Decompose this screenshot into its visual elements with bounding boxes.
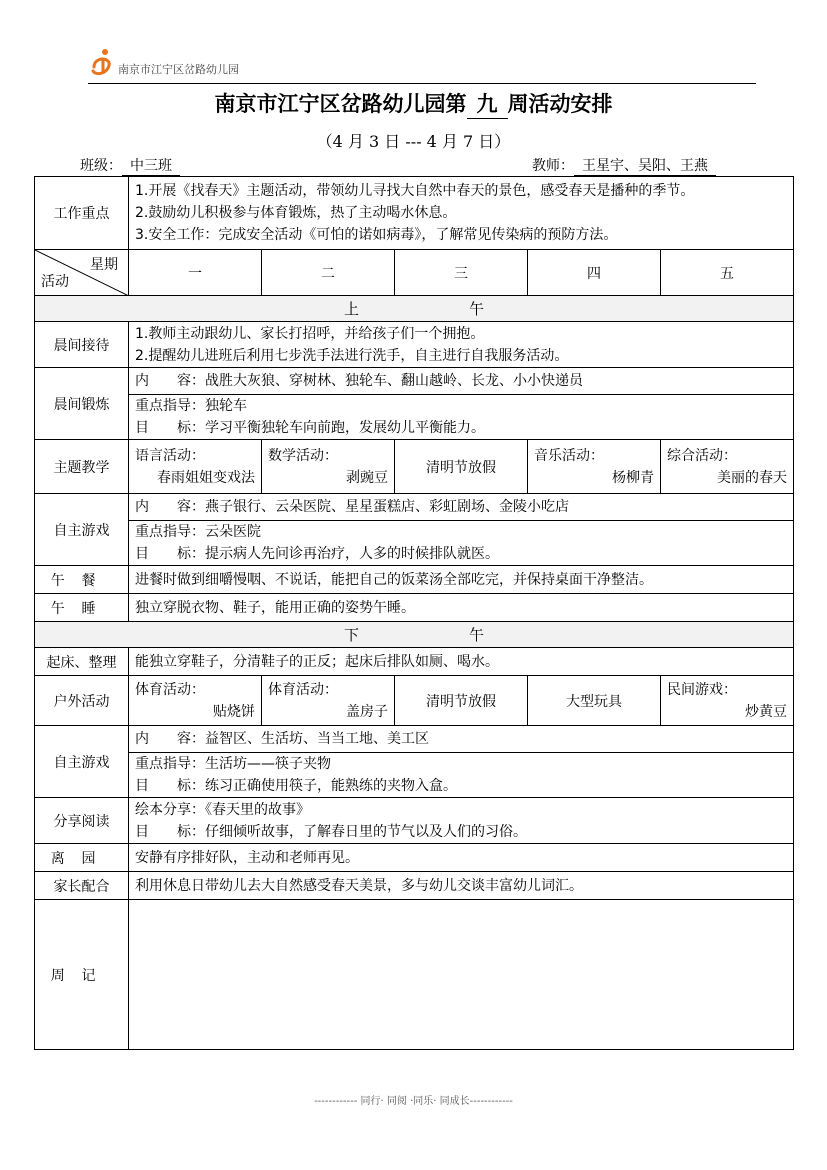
reception-label: 晨间接待 <box>35 322 129 368</box>
teacher-info: 教师： 王星宇、吴阳、王燕 <box>532 155 716 176</box>
outdoor-cell-wed: 清明节放假 <box>395 676 528 726</box>
morning-band: 上 午 <box>35 296 794 322</box>
reception-row: 晨间接待 1.教师主动跟幼儿、家长打招呼，并给孩子们一个拥抱。 2.提醒幼儿进班后利用七步洗手法进行洗手，自主进行自我服务活动。 <box>35 322 794 368</box>
journal-label: 周记 <box>35 900 129 1050</box>
kindergarten-logo <box>90 47 239 79</box>
parents-label: 家长配合 <box>35 872 129 900</box>
theme-cell-tue: 数学活动： 剥豌豆 <box>262 440 395 494</box>
outdoor-row <box>35 676 794 726</box>
exercise-label: 晨间锻炼 <box>35 368 129 440</box>
day-tuesday: 二 <box>262 250 395 296</box>
date-range: （4 月 3 日 --- 4 月 7 日） <box>316 132 511 151</box>
theme-label: 主题教学 <box>35 440 129 494</box>
afternoon-band: 下 午 <box>35 622 794 648</box>
day-friday: 五 <box>661 250 794 296</box>
teacher-value: 王星宇、吴阳、王燕 <box>574 155 716 176</box>
lunch-label: 午餐 <box>35 566 129 594</box>
journal-content <box>129 900 794 1050</box>
class-value: 中三班 <box>122 155 180 176</box>
theme-cell-fri: 综合活动： 美丽的春天 <box>661 440 794 494</box>
reading-label: 分享阅读 <box>35 798 129 844</box>
diagonal-header-cell <box>35 250 129 296</box>
focus-label: 工作重点 <box>35 177 129 250</box>
outdoor-label: 户外活动 <box>35 676 129 726</box>
nap-row: 午睡 独立穿脱衣物、鞋子，能用正确的姿势午睡。 <box>35 594 794 622</box>
wakeup-row: 起床、整理 能独立穿鞋子，分清鞋子的正反；起床后排队如厕、喝水。 <box>35 648 794 676</box>
reading-row: 分享阅读 绘本分享：《春天里的故事》 目 标：仔细倾听故事，了解春日里的节气以及人们的习俗。 <box>35 798 794 844</box>
header-rule <box>88 83 756 84</box>
day-thursday: 四 <box>528 250 661 296</box>
wakeup-label: 起床、整理 <box>35 648 129 676</box>
nap-label: 午睡 <box>35 594 129 622</box>
morning-freeplay-label: 自主游戏 <box>35 494 129 566</box>
day-wednesday: 三 <box>395 250 528 296</box>
weekday-heading: 星期 <box>90 257 118 273</box>
afternoon-freeplay-row: 自主游戏 内 容：益智区、生活坊、当当工地、美工区 重点指导：生活坊——筷子夹物 目 标：练习正确使用筷子，能熟练的夹物入盒。 <box>35 726 794 798</box>
footer-motto: ------------ 同行· 同阅 ·同乐· 同成长------------ <box>314 1096 513 1107</box>
theme-cell-mon: 语言活动： 春雨姐姐变戏法 <box>129 440 262 494</box>
theme-row <box>35 440 794 494</box>
focus-content: 1.开展《找春天》主题活动，带领幼儿寻找大自然中春天的景色，感受春天是播种的季节。 2.鼓励幼儿积极参与体育锻炼，热了主动喝水休息。 3.安全工作：完成安全活动《可怕的诺如病毒》，了解常见传染病的预防方法。 <box>129 177 794 250</box>
afternoon-freeplay-label: 自主游戏 <box>35 726 129 798</box>
logo-text: 南京市江宁区岔路幼儿园 <box>118 63 239 76</box>
journal-row <box>35 900 794 1050</box>
activity-heading: 活动 <box>41 274 69 290</box>
theme-cell-wed: 清明节放假 <box>395 440 528 494</box>
page-title: 南京市江宁区岔路幼儿园第 九 周活动安排 <box>0 88 827 119</box>
days-header-row <box>35 250 794 296</box>
weekly-plan-table <box>34 176 794 1050</box>
parents-row: 家长配合 利用休息日带幼儿去大自然感受春天美景，多与幼儿交谈丰富幼儿词汇。 <box>35 872 794 900</box>
day-monday: 一 <box>129 250 262 296</box>
leave-label: 离园 <box>35 844 129 872</box>
outdoor-cell-fri: 民间游戏： 炒黄豆 <box>661 676 794 726</box>
theme-cell-thu: 音乐活动： 杨柳青 <box>528 440 661 494</box>
week-number: 九 <box>467 88 508 119</box>
morning-freeplay-row: 自主游戏 内 容：燕子银行、云朵医院、星星蛋糕店、彩虹剧场、金陵小吃店 重点指导：云朵医院 目 标：提示病人先问诊再治疗，人多的时候排队就医。 <box>35 494 794 566</box>
outdoor-cell-mon: 体育活动： 贴烧饼 <box>129 676 262 726</box>
exercise-row: 晨间锻炼 内 容：战胜大灰狼、穿树林、独轮车、翻山越岭、长龙、小小快递员 重点指导：独轮车 目 标：学习平衡独轮车向前跑，发展幼儿平衡能力。 <box>35 368 794 440</box>
lunch-row: 午餐 进餐时做到细嚼慢咽、不说话，能把自己的饭菜汤全部吃完，并保持桌面干净整洁。 <box>35 566 794 594</box>
logo-icon <box>90 47 116 79</box>
outdoor-cell-thu: 大型玩具 <box>528 676 661 726</box>
class-info: 班级： 中三班 <box>80 155 180 176</box>
outdoor-cell-tue: 体育活动： 盖房子 <box>262 676 395 726</box>
leave-row: 离园 安静有序排好队，主动和老师再见。 <box>35 844 794 872</box>
focus-row <box>35 177 794 250</box>
